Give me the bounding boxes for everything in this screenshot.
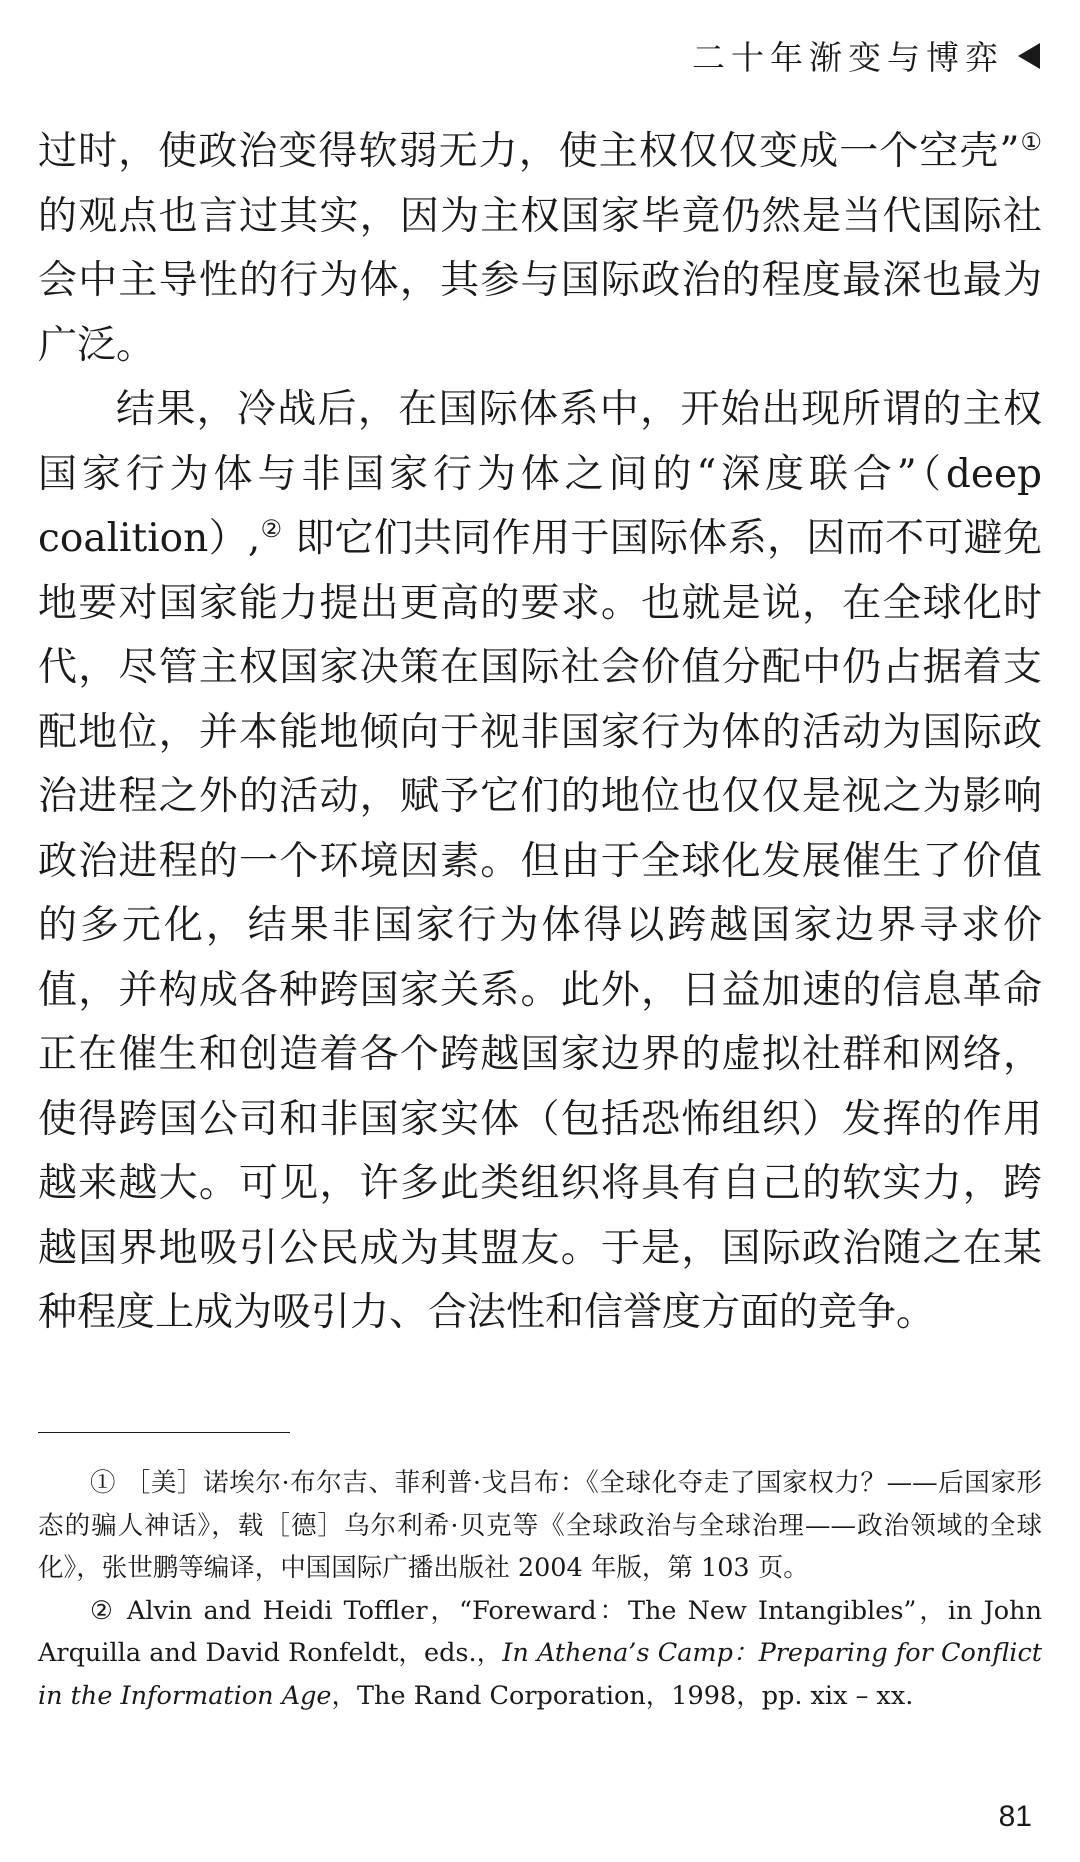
footnote-2 — [38, 1590, 1042, 1718]
paragraph-2-text-a: 结果，冷战后，在国际体系中，开始出现所谓的主权国家行为体与非国家行为体之间的“深度联合”（deep coalition）, — [38, 387, 1042, 561]
footnote-2-text-a: ② Alvin and Heidi Toffler，“Foreward：The New Intangibles”，in John Arquilla and David Ronfeldt，eds.， — [38, 1595, 1042, 1668]
paragraph-1-text: 过时，使政治变得软弱无力，使主权仅仅变成一个空壳” — [38, 129, 1020, 174]
main-body-text — [38, 120, 1042, 1346]
footnote-1: ① ［美］诺埃尔·布尔吉、菲利普·戈吕布：《全球化夺走了国家权力？——后国家形态的骗人神话》，载［德］乌尔利希·贝克等《全球政治与全球治理——政治领域的全球化》，张世鹏等编译，中国国际广播出版社 2004 年版，第 103 页。 — [38, 1468, 1042, 1583]
paragraph-1 — [38, 120, 1042, 378]
paragraph-2-text-b: 即它们共同作用于国际体系，因而不可避免地要对国家能力提出更高的要求。也就是说，在全球化时代，尽管主权国家决策在国际社会价值分配中仍占据着支配地位，并本能地倾向于视非国家行为体的活动为国际政治进程之外的活动，赋予它们的地位也仅仅是视之为影响政治进程的一个环境因素。但由于全球化发展催生了价值的多元化，结果非国家行为体得以跨越国家边界寻求价值，并构成各种跨国家关系。此外，日益加速的信息革命正在催生和创造着各个跨越国家边界的虚拟社群和网络，使得跨国公司和非国家实体（包括恐怖组织）发挥的作用越来越大。可见，许多此类组织将具有自己的软实力，跨越国界地吸引公民成为其盟友。于是，国际政治随之在某种程度上成为吸引力、合法性和信誉度方面的竞争。 — [38, 516, 1043, 1335]
footnote-ref-1[interactable]: ① — [1019, 128, 1042, 156]
paragraph-2 — [38, 378, 1042, 1346]
page-number: 81 — [998, 1800, 1032, 1833]
footnotes — [38, 1462, 1042, 1717]
footnote-ref-2[interactable]: ② — [260, 515, 283, 543]
running-header-title: 二十年渐变与博弈 — [692, 38, 1004, 77]
left-triangle-icon — [1018, 43, 1040, 69]
footnote-divider — [38, 1432, 290, 1433]
paragraph-1-rest: 的观点也言过其实，因为主权国家毕竟仍然是当代国际社会中主导性的行为体，其参与国际政治的程度最深也最为广泛。 — [38, 193, 1042, 368]
running-header — [692, 32, 1040, 79]
footnote-2-book-title: In Athena’s Camp：Preparing for Conflict in the Information Age — [38, 1638, 1042, 1711]
footnote-2-text-b: ，The Rand Corporation，1998，pp. xix – xx. — [331, 1680, 914, 1711]
